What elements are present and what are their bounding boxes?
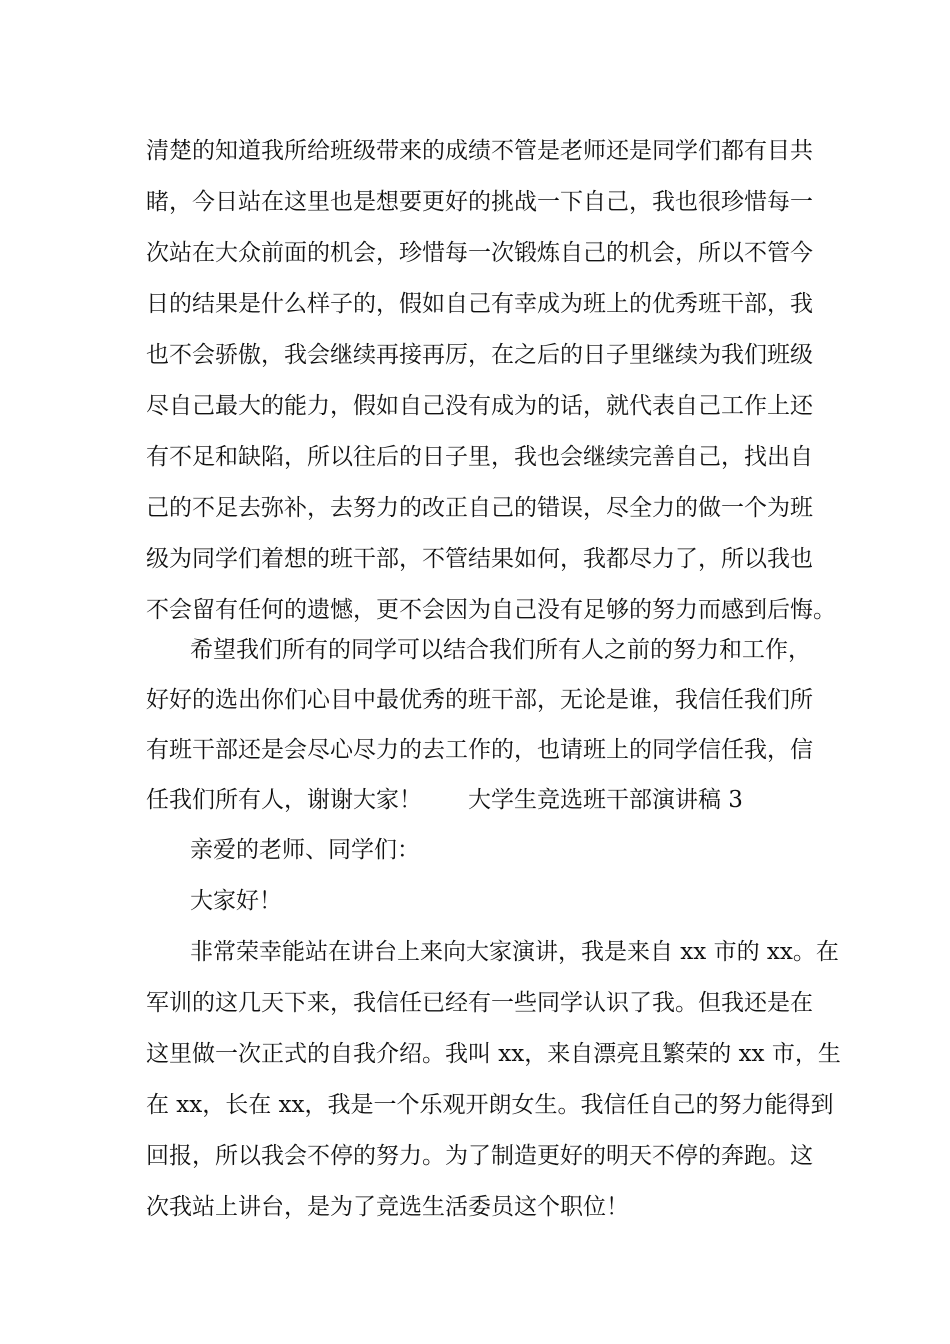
paragraph-2-line-2: 好好的选出你们心目中最优秀的班干部，无论是谁，我信任我们所	[146, 687, 813, 713]
paragraph-2-line-4	[146, 780, 806, 820]
paragraph-1-line-2: 睹，今日站在这里也是想要更好的挑战一下自己，我也很珍惜每一	[146, 189, 813, 215]
paragraph-5-line-1: 非常荣幸能站在讲台上来向大家演讲，我是来自 xx 市的 xx。在	[190, 939, 839, 965]
paragraph-2-line-3: 有班干部还是会尽心尽力的去工作的，也请班上的同学信任我，信	[146, 737, 813, 763]
paragraph-5-line-6: 次我站上讲台，是为了竞选生活委员这个职位！	[146, 1194, 629, 1220]
paragraph-1-line-10: 不会留有任何的遗憾，更不会因为自己没有足够的努力而感到后悔。	[146, 597, 836, 623]
paragraph-5-line-4: 在 xx，长在 xx，我是一个乐观开朗女生。我信任自己的努力能得到	[146, 1092, 834, 1118]
paragraph-1-line-8: 己的不足去弥补，去努力的改正自己的错误，尽全力的做一个为班	[146, 495, 813, 521]
hello-line: 大家好！	[190, 888, 282, 914]
closing-thanks-text: 任我们所有人，谢谢大家！	[146, 787, 422, 813]
paragraph-5-line-3: 这里做一次正式的自我介绍。我叫 xx，来自漂亮且繁荣的 xx 市，生	[146, 1041, 841, 1067]
paragraph-1-line-5: 也不会骄傲，我会继续再接再厉，在之后的日子里继续为我们班级	[146, 342, 813, 368]
paragraph-1-line-4: 日的结果是什么样子的，假如自己有幸成为班上的优秀班干部，我	[146, 291, 813, 317]
paragraph-1-line-1: 清楚的知道我所给班级带来的成绩不管是老师还是同学们都有目共	[146, 138, 813, 164]
paragraph-1-line-3: 次站在大众前面的机会，珍惜每一次锻炼自己的机会，所以不管今	[146, 240, 813, 266]
paragraph-1-line-6: 尽自己最大的能力，假如自己没有成为的话，就代表自己工作上还	[146, 393, 813, 419]
paragraph-5-line-2: 军训的这几天下来，我信任已经有一些同学认识了我。但我还是在	[146, 990, 813, 1016]
paragraph-1-line-9: 级为同学们着想的班干部，不管结果如何，我都尽力了，所以我也	[146, 546, 813, 572]
paragraph-5-line-5: 回报，所以我会不停的努力。为了制造更好的明天不停的奔跑。这	[146, 1143, 813, 1169]
paragraph-1-line-7: 有不足和缺陷，所以往后的日子里，我也会继续完善自己，找出自	[146, 444, 813, 470]
greeting-line: 亲爱的老师、同学们：	[190, 837, 420, 863]
speech-title-3: 大学生竞选班干部演讲稿 3	[468, 787, 743, 813]
paragraph-2-line-1: 希望我们所有的同学可以结合我们所有人之前的努力和工作，	[190, 637, 811, 663]
